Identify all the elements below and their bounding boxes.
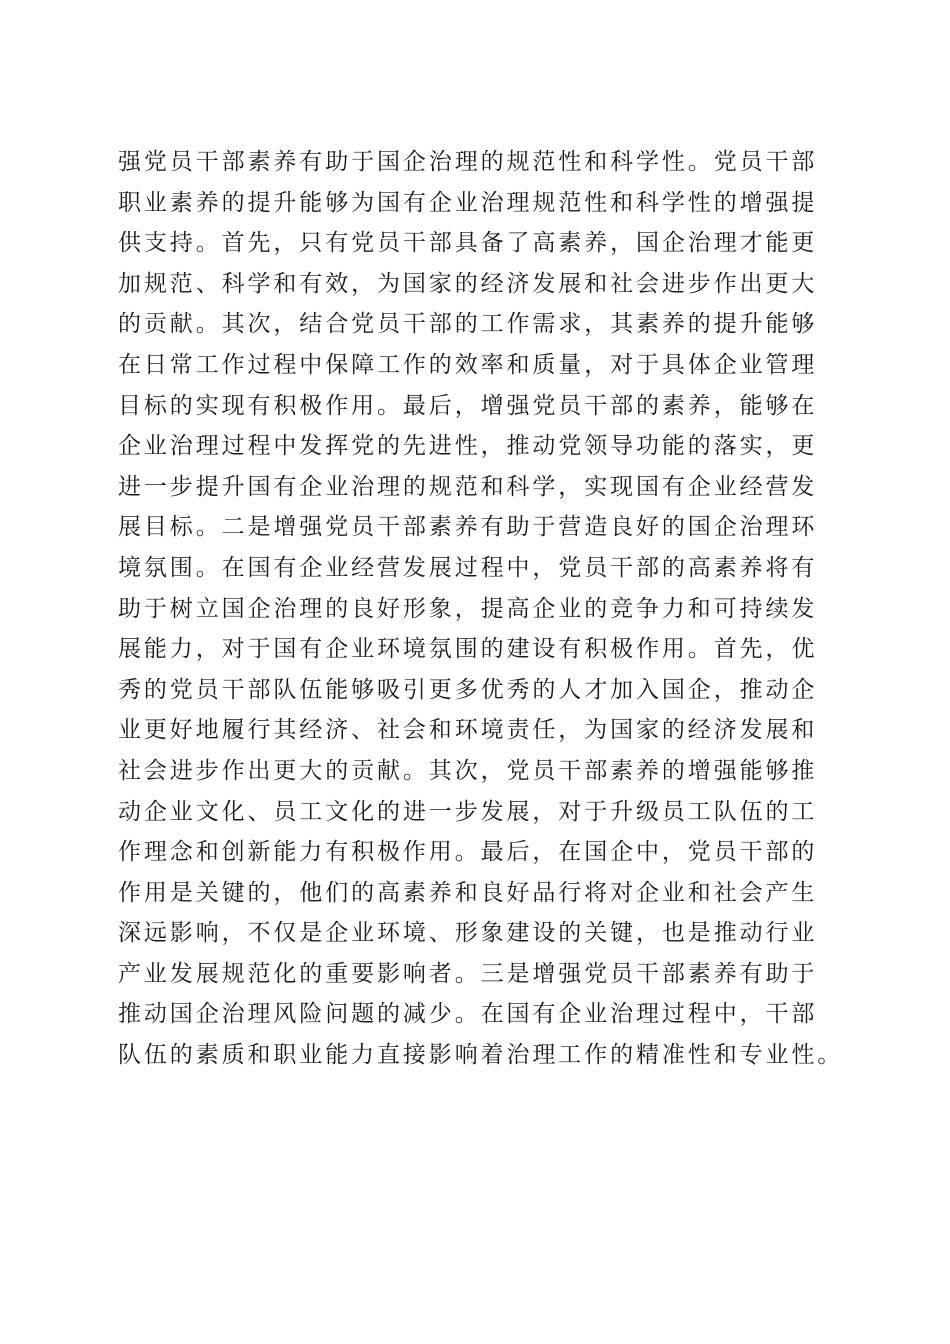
- text-line: 展目标。二是增强党员干部素养有助于营造良好的国企治理环: [118, 514, 818, 541]
- text-line: 队伍的素质和职业能力直接影响着治理工作的精准性和专业性。: [118, 1042, 844, 1069]
- text-line: 社会进步作出更大的贡献。其次，党员干部素养的增强能够推: [118, 757, 818, 784]
- text-line: 作用是关键的，他们的高素养和良好品行将对企业和社会产生: [118, 879, 818, 906]
- text-line: 动企业文化、员工文化的进一步发展，对于升级员工队伍的工: [118, 798, 818, 825]
- text-line: 的贡献。其次，结合党员干部的工作需求，其素养的提升能够: [118, 311, 818, 338]
- text-line: 在日常工作过程中保障工作的效率和质量，对于具体企业管理: [118, 351, 818, 378]
- text-line: 秀的党员干部队伍能够吸引更多优秀的人才加入国企，推动企: [118, 676, 818, 703]
- text-line: 助于树立国企治理的良好形象，提高企业的竞争力和可持续发: [118, 595, 818, 622]
- text-line: 目标的实现有积极作用。最后，增强党员干部的素养，能够在: [118, 392, 818, 419]
- text-line: 供支持。首先，只有党员干部具备了高素养，国企治理才能更: [118, 230, 818, 257]
- text-line: 业更好地履行其经济、社会和环境责任，为国家的经济发展和: [118, 717, 818, 744]
- text-line: 职业素养的提升能够为国有企业治理规范性和科学性的增强提: [118, 189, 818, 216]
- text-line: 加规范、科学和有效，为国家的经济发展和社会进步作出更大: [118, 270, 818, 297]
- text-line: 进一步提升国有企业治理的规范和科学，实现国有企业经营发: [118, 473, 818, 500]
- body-paragraph: [118, 142, 844, 1076]
- text-line: 展能力，对于国有企业环境氛围的建设有积极作用。首先，优: [118, 636, 818, 663]
- text-line: 推动国企治理风险问题的减少。在国有企业治理过程中，干部: [118, 1001, 818, 1028]
- text-line: 境氛围。在国有企业经营发展过程中，党员干部的高素养将有: [118, 554, 818, 581]
- text-line: 深远影响，不仅是企业环境、形象建设的关键，也是推动行业: [118, 920, 818, 947]
- text-line: 产业发展规范化的重要影响者。三是增强党员干部素养有助于: [118, 960, 818, 987]
- text-line: 企业治理过程中发挥党的先进性，推动党领导功能的落实，更: [118, 433, 818, 460]
- text-line: 作理念和创新能力有积极作用。最后，在国企中，党员干部的: [118, 839, 818, 866]
- text-line: 强党员干部素养有助于国企治理的规范性和科学性。党员干部: [118, 149, 818, 175]
